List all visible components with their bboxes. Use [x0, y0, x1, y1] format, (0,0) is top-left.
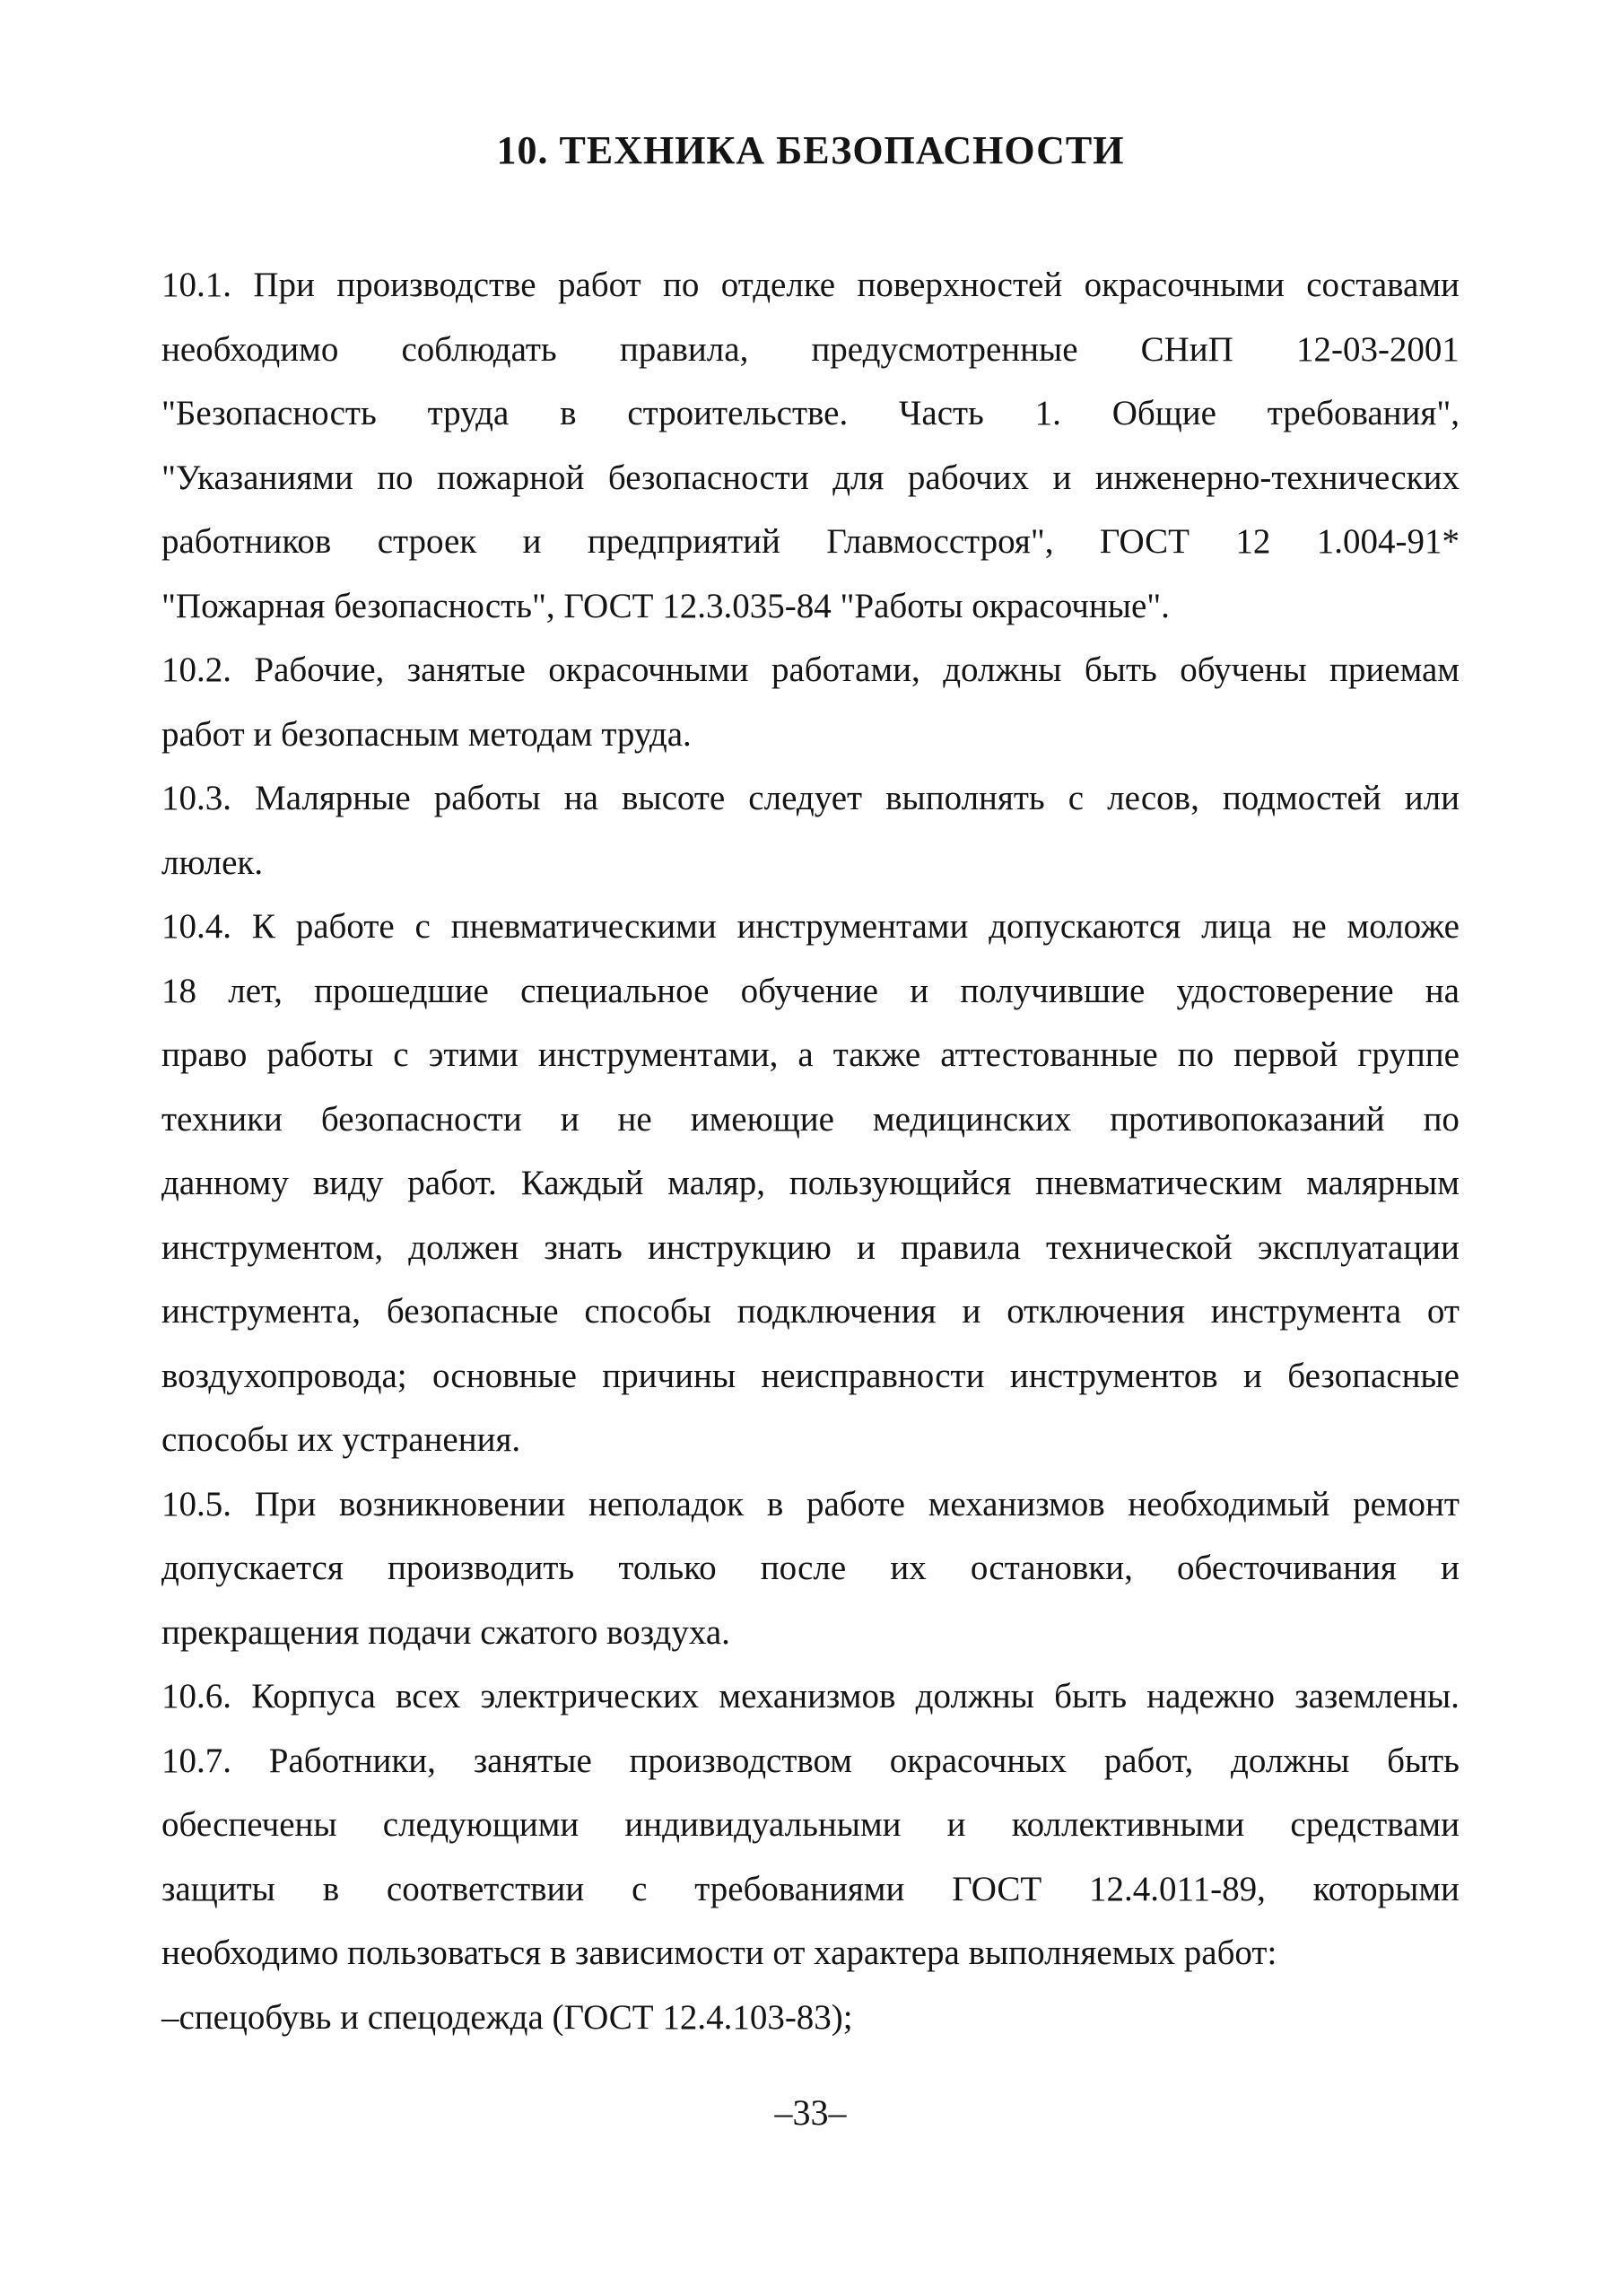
- word: защиты: [161, 1869, 275, 1908]
- word: Общие: [1111, 394, 1216, 432]
- word: соблюдать: [401, 329, 557, 369]
- word: и: [560, 1099, 580, 1139]
- word: не: [1292, 907, 1327, 946]
- word: также: [832, 1035, 921, 1074]
- word: по: [377, 458, 414, 497]
- word: инструментов: [1009, 1356, 1218, 1395]
- word: первой: [1233, 1035, 1338, 1074]
- word: медицинских: [872, 1099, 1072, 1139]
- word: обеспечены: [161, 1805, 337, 1844]
- word: должны: [943, 650, 1062, 689]
- text-line: [161, 959, 1460, 1024]
- word: занятые: [473, 1741, 592, 1780]
- word: работников: [161, 522, 332, 561]
- word: инструкцию: [647, 1227, 832, 1267]
- text-line: [161, 318, 1460, 382]
- word: 10.6.: [161, 1677, 231, 1715]
- text-line: прекращения подачи сжатого воздуха.: [161, 1612, 730, 1652]
- text-line: [161, 766, 1460, 831]
- word: 1.: [1034, 394, 1061, 432]
- word: 10.4.: [161, 907, 231, 946]
- word: лица: [1201, 907, 1272, 946]
- word: должен: [408, 1227, 519, 1267]
- text-line: [161, 1729, 1460, 1794]
- text-line: [161, 1344, 1460, 1409]
- word: Рабочие,: [254, 650, 385, 689]
- word: окрасочных: [889, 1741, 1067, 1780]
- text-line: [161, 253, 1460, 318]
- word: и: [1441, 1549, 1460, 1587]
- word: труда: [427, 394, 510, 432]
- word: подключения: [736, 1292, 937, 1331]
- word: неполадок: [588, 1484, 745, 1523]
- word: 10.1.: [161, 266, 231, 304]
- word: К: [251, 907, 275, 946]
- word: безопасные: [386, 1292, 559, 1331]
- word: ГОСТ: [952, 1869, 1042, 1908]
- word: работами,: [771, 650, 920, 689]
- word: окрасочными: [548, 650, 749, 689]
- text-line: [161, 1857, 1460, 1922]
- word: а: [797, 1035, 814, 1074]
- word: 12: [1235, 522, 1271, 561]
- word: производить: [387, 1549, 575, 1587]
- word: аттестованные: [940, 1035, 1158, 1074]
- word: коллективными: [1011, 1805, 1245, 1844]
- word: по: [1177, 1035, 1215, 1074]
- word: и: [522, 522, 542, 561]
- word: требованиями: [694, 1869, 905, 1908]
- text-line: [161, 1151, 1460, 1216]
- text-line: необходимо пользоваться в зависимости от характера выполняемых работ:: [161, 1934, 1277, 1972]
- word: право: [161, 1035, 248, 1074]
- page-number: –33–: [774, 2092, 847, 2133]
- text-line: [161, 381, 1460, 446]
- word: соответствии: [386, 1869, 585, 1908]
- text-line: [161, 1023, 1460, 1087]
- text-line: [161, 1216, 1460, 1280]
- word: быть: [1054, 1677, 1128, 1715]
- text-line: [161, 895, 1460, 959]
- text-line: способы их устранения.: [161, 1420, 521, 1459]
- word: При: [254, 1484, 317, 1523]
- word: 18: [161, 971, 196, 1010]
- text-line: работ и безопасным методам труда.: [161, 714, 692, 754]
- word: только: [618, 1549, 717, 1587]
- word: от: [1426, 1292, 1460, 1331]
- word: быть: [1387, 1741, 1460, 1780]
- word: производством: [629, 1741, 852, 1780]
- word: 10.5.: [161, 1484, 231, 1523]
- word: строек: [377, 522, 477, 561]
- word: пневматическими: [450, 907, 717, 946]
- word: пожарной: [437, 458, 585, 497]
- word: и: [910, 971, 929, 1010]
- word: техники: [161, 1099, 283, 1139]
- text-line: [161, 1664, 1460, 1729]
- word: инструмента,: [161, 1292, 361, 1331]
- word: виду: [312, 1164, 384, 1202]
- section-title: 10. ТЕХНИКА БЕЗОПАСНОСТИ: [496, 128, 1125, 172]
- word: допускаются: [989, 907, 1181, 946]
- word: работе: [806, 1484, 905, 1523]
- word: имеющие: [690, 1099, 834, 1139]
- word: прошедшие: [314, 971, 489, 1010]
- word: работе: [295, 907, 395, 946]
- word: "Указаниями: [161, 458, 353, 497]
- word: возникновении: [339, 1484, 566, 1523]
- word: выполнять: [885, 779, 1045, 817]
- word: технической: [1046, 1227, 1233, 1267]
- word: необходимый: [1128, 1484, 1330, 1523]
- word: окрасочными: [1084, 266, 1285, 304]
- word: инструментом,: [161, 1227, 384, 1267]
- word: индивидуальными: [624, 1805, 902, 1844]
- word: отделке: [720, 266, 836, 304]
- word: лет,: [228, 971, 283, 1010]
- word: знать: [544, 1227, 623, 1267]
- word: быть: [1084, 650, 1157, 689]
- word: способы: [584, 1292, 711, 1331]
- word: не: [617, 1099, 652, 1139]
- word: требования",: [1267, 394, 1460, 432]
- word: эксплуатации: [1257, 1227, 1460, 1267]
- word: и: [962, 1292, 981, 1331]
- word: противопоказаний: [1110, 1099, 1385, 1139]
- text-line: [161, 1793, 1460, 1857]
- word: на: [1425, 971, 1460, 1010]
- word: 12.4.011-89,: [1089, 1869, 1266, 1908]
- word: специальное: [520, 971, 710, 1010]
- word: электрических: [480, 1677, 700, 1715]
- text-line: [161, 1536, 1460, 1601]
- word: и: [1243, 1356, 1262, 1395]
- word: надежно: [1146, 1677, 1275, 1715]
- text-line: [161, 1472, 1460, 1537]
- word: Главмосстроя",: [826, 522, 1054, 561]
- word: 10.7.: [161, 1741, 231, 1780]
- word: "Безопасность: [161, 394, 377, 432]
- word: удостоверение: [1176, 971, 1394, 1010]
- word: При: [253, 266, 315, 304]
- word: заземлены.: [1294, 1677, 1460, 1715]
- word: средствами: [1290, 1805, 1460, 1844]
- word: воздухопровода;: [161, 1356, 407, 1395]
- word: работы: [266, 1035, 374, 1074]
- text-line: [161, 1087, 1460, 1152]
- word: механизмов: [928, 1484, 1105, 1523]
- word: на: [563, 779, 598, 817]
- text-line: [161, 510, 1460, 574]
- word: следующими: [382, 1805, 580, 1844]
- word: 12-03-2001: [1295, 329, 1460, 369]
- word: неисправности: [761, 1356, 985, 1395]
- word: причины: [602, 1356, 736, 1395]
- word: обесточивания: [1177, 1549, 1397, 1587]
- word: безопасности: [607, 458, 809, 497]
- word: их: [890, 1549, 927, 1587]
- word: и: [1052, 458, 1072, 497]
- word: обучены: [1180, 650, 1307, 689]
- word: обучение: [740, 971, 878, 1010]
- word: подмостей: [1222, 779, 1381, 817]
- word: в: [322, 1869, 340, 1908]
- word: работ,: [1103, 1741, 1194, 1780]
- word: которыми: [1312, 1869, 1460, 1908]
- word: строительстве.: [627, 394, 849, 432]
- word: этими: [428, 1035, 519, 1074]
- word: 1.004-91*: [1316, 522, 1460, 561]
- text-line: [161, 1279, 1460, 1344]
- word: пневматическим: [1035, 1164, 1283, 1202]
- word: с: [632, 1869, 648, 1908]
- word: работ: [557, 266, 641, 304]
- word: ГОСТ: [1099, 522, 1190, 561]
- word: безопасные: [1287, 1356, 1460, 1395]
- word: в: [766, 1484, 784, 1523]
- word: предприятий: [587, 522, 780, 561]
- word: по: [1423, 1099, 1460, 1139]
- word: после: [760, 1549, 847, 1587]
- word: поверхностей: [857, 266, 1063, 304]
- word: и: [857, 1227, 876, 1267]
- word: СНиП: [1140, 329, 1233, 369]
- word: всех: [396, 1677, 461, 1715]
- text-line: люлек.: [161, 842, 264, 882]
- word: ремонт: [1353, 1484, 1460, 1523]
- word: Корпуса: [251, 1677, 376, 1715]
- word: предусмотренные: [811, 329, 1078, 369]
- word: 10.2.: [161, 650, 231, 689]
- word: правила,: [619, 329, 749, 369]
- word: Часть: [899, 394, 984, 432]
- word: отключения: [1007, 1292, 1185, 1331]
- text-line: "Пожарная безопасность", ГОСТ 12.3.035-84 "Работы окрасочные".: [161, 586, 1170, 625]
- word: работ.: [407, 1164, 497, 1202]
- word: правила: [901, 1227, 1021, 1267]
- word: с: [393, 1035, 409, 1074]
- word: лесов,: [1107, 779, 1199, 817]
- word: основные: [431, 1356, 577, 1395]
- word: малярным: [1306, 1164, 1460, 1202]
- word: инструмента: [1210, 1292, 1401, 1331]
- word: маляр,: [667, 1164, 765, 1202]
- word: или: [1404, 779, 1460, 817]
- word: инженерно-технических: [1094, 458, 1460, 497]
- word: составами: [1306, 266, 1460, 304]
- section-body: [161, 253, 1460, 2049]
- word: инструментами: [736, 907, 969, 946]
- word: в: [560, 394, 577, 432]
- word: должны: [1231, 1741, 1350, 1780]
- word: 10.3.: [161, 779, 231, 817]
- word: работы: [433, 779, 541, 817]
- word: занятые: [406, 650, 526, 689]
- word: остановки,: [970, 1549, 1133, 1587]
- word: моложе: [1346, 907, 1460, 946]
- word: Малярные: [255, 779, 411, 817]
- word: для: [832, 458, 885, 497]
- text-line: [161, 638, 1460, 703]
- word: допускается: [161, 1549, 344, 1587]
- word: необходимо: [161, 329, 339, 369]
- word: с: [1068, 779, 1085, 817]
- word: по: [662, 266, 700, 304]
- word: рабочих: [907, 458, 1030, 497]
- word: пользующийся: [789, 1164, 1012, 1202]
- word: производстве: [336, 266, 536, 304]
- text-line: [161, 446, 1460, 511]
- word: механизмов: [719, 1677, 896, 1715]
- word: высоте: [621, 779, 726, 817]
- word: безопасности: [320, 1099, 522, 1139]
- word: Работники,: [268, 1741, 436, 1780]
- word: Каждый: [520, 1164, 644, 1202]
- word: и: [946, 1805, 966, 1844]
- word: данному: [161, 1164, 289, 1202]
- word: следует: [748, 779, 863, 817]
- word: должны: [915, 1677, 1034, 1715]
- word: получившие: [960, 971, 1146, 1010]
- word: инструментами,: [537, 1035, 779, 1074]
- word: группе: [1357, 1035, 1460, 1074]
- text-line: –спецобувь и спецодежда (ГОСТ 12.4.103-83);: [161, 1997, 853, 2037]
- word: приемам: [1329, 650, 1460, 689]
- word: с: [414, 907, 431, 946]
